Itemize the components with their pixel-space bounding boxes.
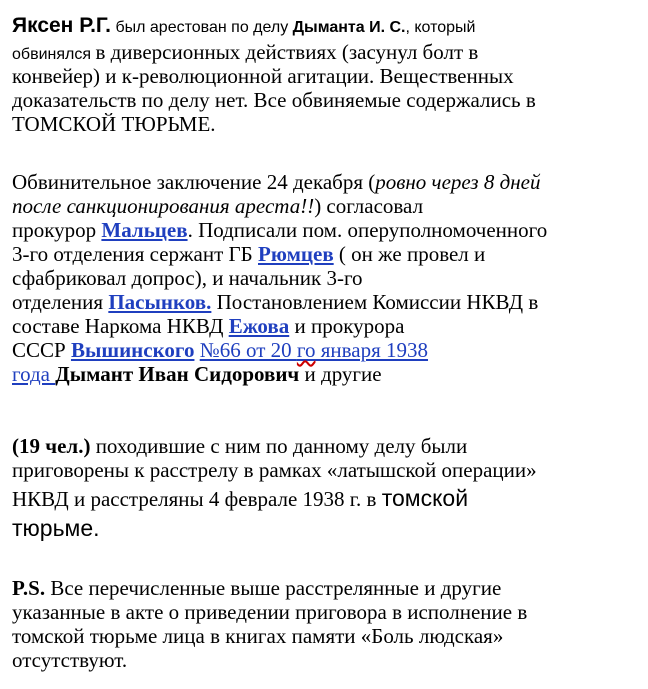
link-vyshinsky[interactable]: Вышинского — [70, 338, 195, 362]
text-segment: прокурор — [12, 218, 102, 242]
prison-name: томской — [381, 485, 469, 511]
paragraph-sentence — [12, 434, 537, 542]
paragraph-indictment-line-6 — [12, 290, 547, 314]
text-segment: . Подписали пом. оперуполномоченного — [187, 218, 548, 242]
italic-remark: после санкционирования ареста!! — [12, 194, 315, 218]
text-segment: ( он же провел и — [333, 242, 486, 266]
paragraph-sentence-line-1 — [12, 434, 537, 458]
italic-remark: ровно через 8 дней — [375, 170, 541, 194]
text-segment: НКВД и расстреляны 4 феврале 1938 г. в — [12, 487, 382, 511]
text-segment: 3-го отделения сержант ГБ — [12, 242, 258, 266]
paragraph-indictment-line-2 — [12, 194, 547, 218]
text-segment: Постановлением Комиссии НКВД в — [211, 290, 539, 314]
paragraph-arrest-line-1 — [12, 10, 536, 40]
text-segment: Обвинительное заключение 24 декабря ( — [12, 170, 376, 194]
paragraph-sentence-line-3 — [12, 482, 537, 514]
paragraph-indictment-line-3 — [12, 218, 547, 242]
paragraph-postscript — [12, 576, 527, 672]
accused-full-name: Дымант Иван Сидорович — [55, 362, 300, 386]
link-ezhov[interactable]: Ежова — [228, 314, 290, 338]
paragraph-indictment-line-7 — [12, 314, 547, 338]
paragraph-sentence-line-2: приговорены к расстрелу в рамках «латышской операции» — [12, 458, 537, 482]
link-pasynkov[interactable]: Пасынков. — [108, 290, 212, 314]
link-order-66-year[interactable]: года — [12, 362, 56, 386]
paragraph-postscript-line-3: томской тюрьме лица в книгах памяти «Боль людская» — [12, 624, 504, 648]
paragraph-indictment-line-1 — [12, 170, 547, 194]
link-order-66-part: января 1938 — [315, 338, 429, 362]
paragraph-postscript-line-4: отсутствуют. — [12, 648, 128, 672]
text-segment: в диверсионных действиях (засунул болт в — [95, 40, 479, 64]
paragraph-arrest-line-4: доказательств по делу нет. Все обвиняемые содержались в — [12, 88, 536, 112]
text-segment: отделения — [12, 290, 109, 314]
link-order-66-part: №66 от 20 — [199, 338, 297, 362]
link-order-66-part: го — [296, 338, 316, 362]
link-order-66[interactable] — [200, 338, 428, 362]
prison-name: тюрьме. — [12, 515, 100, 541]
text-segment: , который — [405, 19, 476, 36]
text-segment: был арестован по делу — [111, 19, 293, 36]
paragraph-indictment-line-5: сфабриковал допрос), и начальник 3-го — [12, 266, 363, 290]
text-segment: и другие — [299, 362, 382, 386]
accused-name: Дыманта И. С. — [292, 19, 406, 36]
paragraph-indictment-line-4 — [12, 242, 547, 266]
paragraph-arrest-line-3: конвейер) и к-революционной агитации. Вещественных — [12, 64, 514, 88]
people-count: (19 чел.) — [12, 434, 91, 458]
paragraph-sentence-line-4 — [12, 514, 537, 542]
paragraph-indictment — [12, 170, 547, 386]
text-segment: походившие с ним по данному делу были — [90, 434, 468, 458]
text-segment: и прокурора — [289, 314, 405, 338]
postscript-label: P.S. — [12, 576, 46, 600]
text-segment: СССР — [12, 338, 71, 362]
text-segment: составе Наркома НКВД — [12, 314, 229, 338]
text-segment: обвинялся — [12, 46, 96, 63]
link-ryumtsev[interactable]: Рюмцев — [258, 242, 334, 266]
paragraph-arrest-line-5: ТОМСКОЙ ТЮРЬМЕ. — [12, 112, 216, 136]
paragraph-arrest — [12, 10, 536, 136]
text-segment: ) согласовал — [314, 194, 424, 218]
paragraph-arrest-line-2 — [12, 40, 536, 64]
paragraph-indictment-line-8 — [12, 338, 547, 362]
paragraph-postscript-line-1 — [12, 576, 527, 600]
person-name: Яксен Р.Г. — [12, 14, 112, 37]
text-segment: Все перечисленные выше расстрелянные и другие — [45, 576, 502, 600]
paragraph-indictment-line-9 — [12, 362, 547, 386]
link-maltsev[interactable]: Мальцев — [101, 218, 188, 242]
paragraph-postscript-line-2: указанные в акте о приведении приговора в исполнение в — [12, 600, 528, 624]
